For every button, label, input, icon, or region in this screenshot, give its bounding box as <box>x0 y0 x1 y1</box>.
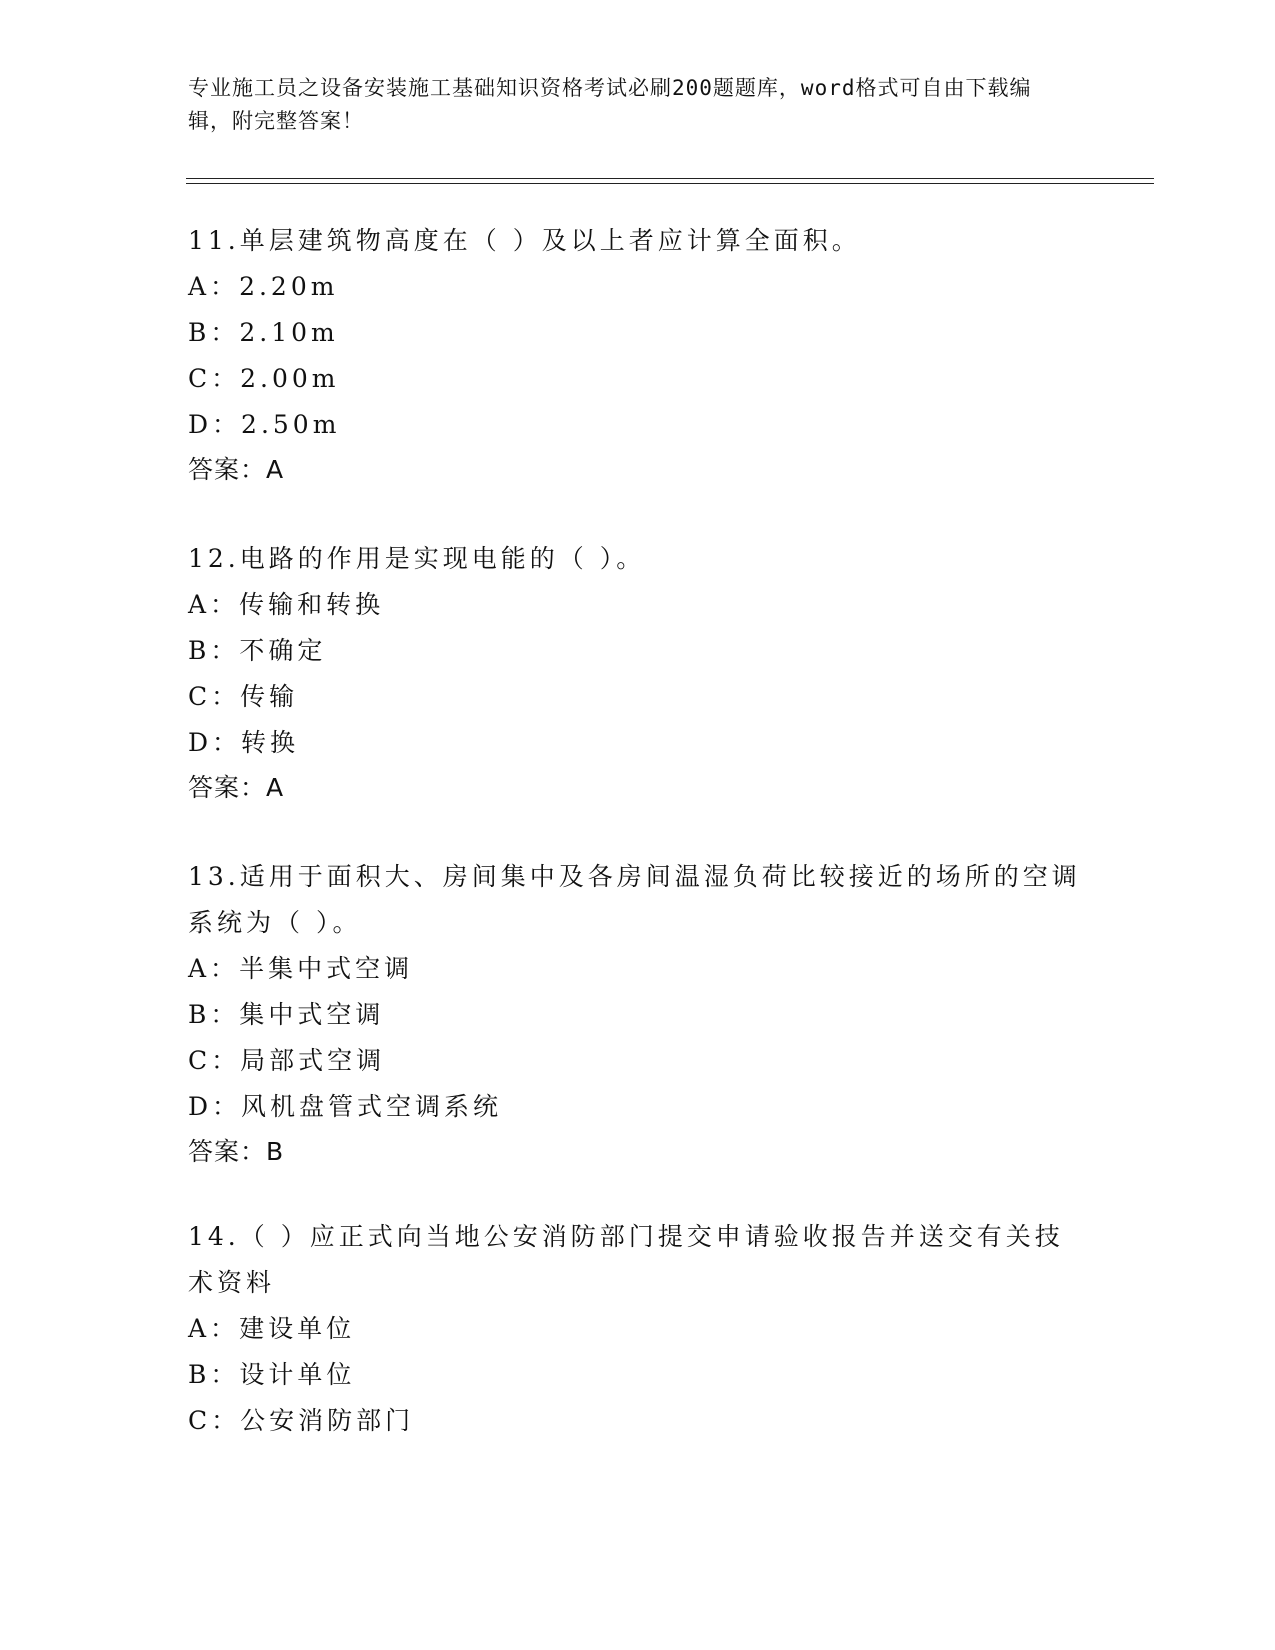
option-text: 不确定 <box>239 636 327 665</box>
option-text: 2.20m <box>239 272 339 301</box>
option-d <box>188 1084 1088 1130</box>
option-c <box>188 356 1088 402</box>
option-key: D： <box>188 1092 242 1121</box>
option-text: 公安消防部门 <box>240 1406 415 1435</box>
question-stem: 12.电路的作用是实现电能的（ ）。 <box>188 544 646 573</box>
question-13 <box>188 854 1088 1174</box>
option-a <box>188 1306 1088 1352</box>
option-c <box>188 1398 1088 1444</box>
option-key: B： <box>188 1360 240 1389</box>
option-d <box>188 720 1088 766</box>
option-c <box>188 674 1088 720</box>
option-key: B： <box>188 318 240 347</box>
option-key: D： <box>188 728 242 757</box>
question-14 <box>188 1214 1088 1444</box>
option-b <box>188 1352 1088 1398</box>
answer-line: 答案：B <box>188 1137 285 1166</box>
question-stem: 14.（ ）应正式向当地公安消防部门提交申请验收报告并送交有关技术资料 <box>188 1222 1064 1297</box>
option-b <box>188 628 1088 674</box>
question-stem: 13.适用于面积大、房间集中及各房间温湿负荷比较接近的场所的空调系统为（ ）。 <box>188 862 1081 937</box>
option-text: 半集中式空调 <box>239 954 414 983</box>
option-text: 集中式空调 <box>239 1000 385 1029</box>
option-text: 2.50m <box>241 410 341 439</box>
option-c <box>188 1038 1088 1084</box>
option-key: A： <box>188 272 240 301</box>
option-key: A： <box>188 1314 240 1343</box>
option-a <box>188 946 1088 992</box>
option-text: 2.00m <box>240 364 340 393</box>
question-11 <box>188 218 1088 492</box>
question-12 <box>188 536 1088 810</box>
option-key: B： <box>188 1000 240 1029</box>
option-key: C： <box>188 682 241 711</box>
answer-line: 答案：A <box>188 455 285 484</box>
document-header <box>188 72 1068 138</box>
option-text: 传输和转换 <box>239 590 385 619</box>
option-text: 2.10m <box>239 318 339 347</box>
option-key: C： <box>188 1406 241 1435</box>
header-divider <box>186 178 1154 184</box>
option-b <box>188 310 1088 356</box>
option-a <box>188 264 1088 310</box>
option-text: 设计单位 <box>239 1360 356 1389</box>
option-key: D： <box>188 410 242 439</box>
option-key: A： <box>188 954 240 983</box>
option-key: C： <box>188 1046 241 1075</box>
answer-line: 答案：A <box>188 773 285 802</box>
option-a <box>188 582 1088 628</box>
option-d <box>188 402 1088 448</box>
option-key: B： <box>188 636 240 665</box>
option-key: C： <box>188 364 241 393</box>
option-text: 传输 <box>240 682 299 711</box>
header-title: 专业施工员之设备安装施工基础知识资格考试必刷200题题库，word格式可自由下载编辑，附完整答案！ <box>188 76 1032 133</box>
option-text: 转换 <box>241 728 300 757</box>
option-b <box>188 992 1088 1038</box>
option-text: 局部式空调 <box>240 1046 386 1075</box>
question-stem: 11.单层建筑物高度在（ ）及以上者应计算全面积。 <box>188 226 861 255</box>
option-text: 风机盘管式空调系统 <box>241 1092 503 1121</box>
option-key: A： <box>188 590 240 619</box>
option-text: 建设单位 <box>239 1314 356 1343</box>
